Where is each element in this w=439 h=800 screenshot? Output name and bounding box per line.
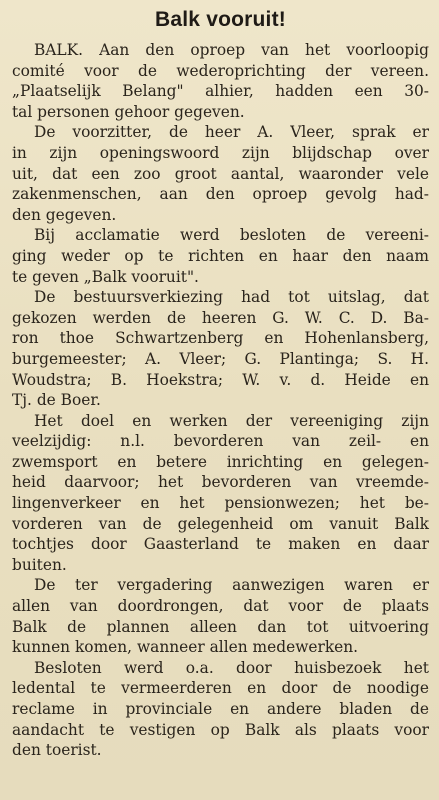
article-line: reclame in provinciale en andere bladen de <box>12 700 429 718</box>
article-line: den toerist. <box>12 741 102 760</box>
article-line: De bestuursverkiezing had tot uitslag, dat <box>34 288 429 307</box>
article-line: Besloten werd o.a. door huisbezoek het <box>34 658 429 677</box>
article-line: kunnen komen, wanneer allen medewerken. <box>12 638 359 657</box>
article-line: veelzijdig: n.l. bevorderen van zeil- en <box>12 432 429 451</box>
article-line: buiten. <box>12 555 67 574</box>
article-line: BALK. Aan den oproep van het voorloopig <box>34 41 429 59</box>
article-line: tochtjes door Gaasterland te maken en daar <box>12 535 429 554</box>
article-line: allen van doordrongen, dat voor de plaats <box>12 597 429 616</box>
article-line: den gegeven. <box>12 205 117 224</box>
article-body <box>12 40 429 761</box>
article-line: aandacht te vestigen op Balk als plaats voor <box>12 720 429 739</box>
article-line: ging weder op te richten en haar den naam <box>12 246 429 265</box>
article-headline: Balk vooruit! <box>155 8 286 31</box>
article-line: „Plaatselijk Belang" alhier, hadden een 30- <box>12 82 429 101</box>
article-line: Bij acclamatie werd besloten de vereeni- <box>34 226 429 245</box>
article-line: ron thoe Schwartzenberg en Hohenlansberg, <box>12 329 429 348</box>
article-line: gekozen werden de heeren G. W. C. D. Ba- <box>12 308 429 327</box>
article-line: uit, dat een zoo groot aantal, waaronder vele <box>12 164 429 183</box>
article-line: Balk de plannen alleen dan tot uitvoering <box>12 617 429 636</box>
article-line: ledental te vermeerderen en door de noodige <box>12 679 429 698</box>
article-line: lingenverkeer en het pensionwezen; het be- <box>12 494 429 513</box>
article-line: De ter vergadering aanwezigen waren er <box>34 576 429 595</box>
article-line: te geven „Balk vooruit". <box>12 267 199 286</box>
article-line: zakenmenschen, aan den oproep gevolg had- <box>12 185 429 204</box>
article-line: in zijn openingswoord zijn blijdschap over <box>12 143 429 162</box>
article-line: burgemeester; A. Vleer; G. Plantinga; S. H. <box>12 349 429 368</box>
article-line: heid daarvoor; het bevorderen van vreemde- <box>12 473 429 492</box>
article-line: zwemsport en betere inrichting en gelegen- <box>12 452 429 471</box>
article-line: vorderen van de gelegenheid om vanuit Balk <box>12 514 429 533</box>
article-line: Woudstra; B. Hoekstra; W. v. d. Heide en <box>12 370 429 389</box>
article-line: comité voor de wederoprichting der vereen. <box>12 61 429 80</box>
article-line: Het doel en werken der vereeniging zijn <box>34 411 429 430</box>
article-line: tal personen gehoor gegeven. <box>12 102 245 121</box>
article-line: Tj. de Boer. <box>12 391 101 410</box>
article-line: De voorzitter, de heer A. Vleer, sprak er <box>34 123 429 142</box>
